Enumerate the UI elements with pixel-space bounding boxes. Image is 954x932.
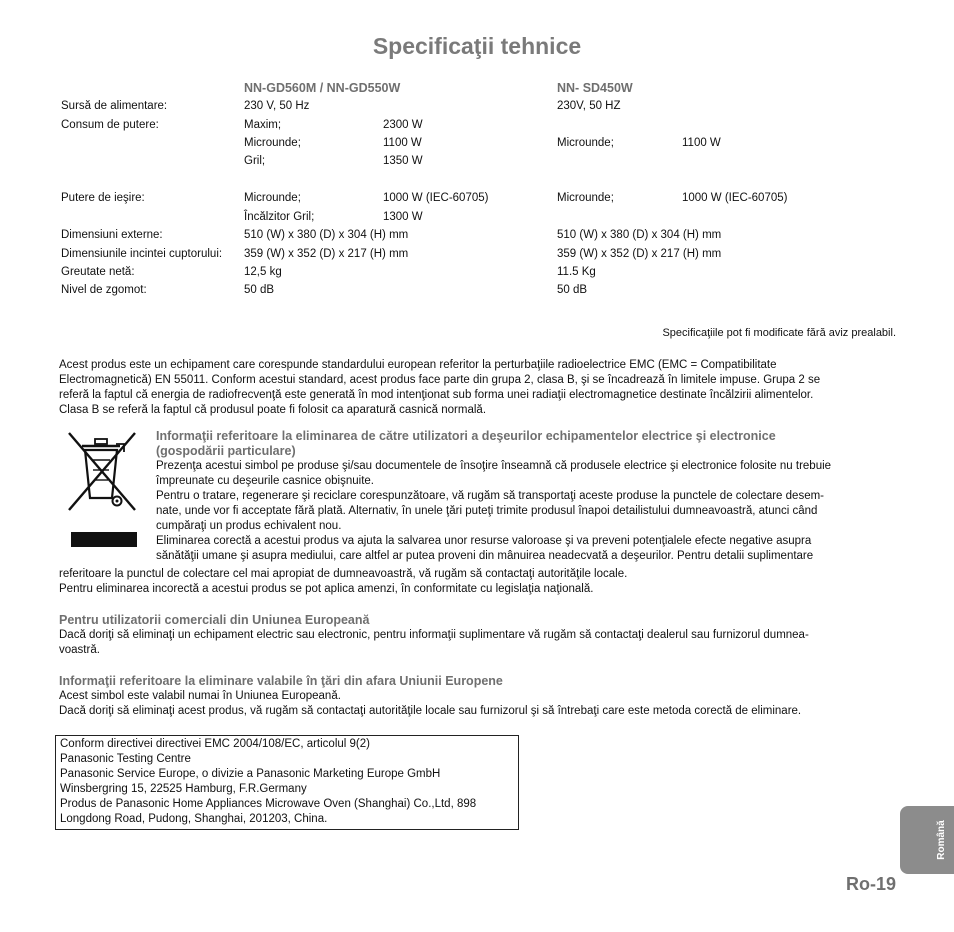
spec-value-b2: 1100 W [682,137,721,149]
spec-value-a: 230 V, 50 Hz [244,100,310,112]
language-tab-label: Română [935,820,947,860]
compliance-box [55,735,519,830]
compliance-line: Produs de Panasonic Home Appliances Microwave Oven (Shanghai) Co.,Ltd, 898 [60,798,477,810]
spec-value-a2: 1000 W (IEC-60705) [383,192,489,204]
weee-line: Prezenţa acestui simbol pe produse şi/sau documentele de însoţire înseamnă că produsele electrice şi electronice folosite nu trebuie [156,460,832,472]
emc-line: Acest produs este un echipament care corespunde standardului european referitor la perturbaţiile radioelectrice EMC (EMC = Compatibilitate [59,359,777,371]
spec-value-a: 50 dB [244,284,275,296]
spec-value-a: 510 (W) x 380 (D) x 304 (H) mm [244,229,409,241]
page-number: Ro-19 [845,874,896,894]
spec-value-b: 50 dB [557,284,588,296]
weee-line: sănătăţii umane şi asupra mediului, care altfel ar putea proveni din mânuirea neadecvată a deşeurilor. Pentru detalii suplimentare [156,550,814,562]
model-header-b: NN- SD450W [557,81,633,95]
spec-label: Sursă de alimentare: [61,100,168,112]
business-heading: Pentru utilizatorii comerciali din Uniunea Europeană [59,613,370,627]
outside-eu-section [59,674,897,719]
weee-heading-line: Informaţii referitoare la eliminarea de către utilizatori a deşeurilor echipamentelor electrice şi electronice [156,429,776,443]
emc-line: Clasa B se referă la faptul că produsul poate fi folosit ca aparatură casnică normală. [59,404,487,416]
business-line: voastră. [59,644,100,656]
page-title: Specificaţii tehnice [372,33,582,59]
spec-label: Consum de putere: [61,119,159,131]
weee-line: Pentru o tratare, regenerare şi reciclare corespunzătoare, vă rugăm să transportaţi aceste produse la punctele de colectare desem- [156,490,824,502]
spec-label: Dimensiunile incintei cuptorului: [61,248,223,260]
weee-line: referitoare la punctul de colectare cel mai apropiat de dumneavoastră, vă rugăm să contactaţi autorităţile locale. [59,568,628,580]
weee-section [156,429,896,564]
weee-line: cumpăraţi un produs echivalent nou. [156,520,342,532]
spec-value-a: Microunde; [244,137,301,149]
weee-line: Eliminarea corectă a acestui produs va ajuta la salvarea unor resurse valoroase şi va preveni potenţialele efecte negative asupra [156,535,812,547]
spec-label: Dimensiuni externe: [61,229,163,241]
compliance-line: Panasonic Service Europe, o divizie a Panasonic Marketing Europe GmbH [60,768,441,780]
weee-continued [59,567,897,597]
emc-paragraph [59,358,897,418]
spec-value-b: 11.5 Kg [557,266,596,278]
spec-value-b: 359 (W) x 352 (D) x 217 (H) mm [557,248,722,260]
spec-value-a: Microunde; [244,192,301,204]
spec-value-a: Gril; [244,155,266,167]
spec-value-b: Microunde; [557,137,614,149]
spec-value-b: Microunde; [557,192,614,204]
compliance-line: Longdong Road, Pudong, Shanghai, 201203, China. [60,813,328,825]
weee-line: Pentru eliminarea incorectă a acestui produs se pot aplica amenzi, în conformitate cu legislaţia naţională. [59,583,594,595]
compliance-line: Conform directivei directivei EMC 2004/108/EC, articolul 9(2) [60,738,370,750]
compliance-line: Winsbergring 15, 22525 Hamburg, F.R.Germany [60,783,307,795]
spec-value-a: Maxim; [244,119,282,131]
spec-note: Specificaţiile pot fi modificate fără aviz prealabil. [662,327,896,339]
crossed-out-wheelie-bin-icon [66,430,138,548]
weee-line: nate, unde vor fi acceptate fără plată. Alternativ, în unele ţări puteţi trimite produsul înapoi detailistului dumneavoastră, atunci când [156,505,818,517]
spec-value-b: 510 (W) x 380 (D) x 304 (H) mm [557,229,722,241]
spec-value-a: 359 (W) x 352 (D) x 217 (H) mm [244,248,409,260]
weee-heading-line: (gospodării particulare) [156,444,296,458]
spec-value-b2: 1000 W (IEC-60705) [682,192,788,204]
compliance-line: Panasonic Testing Centre [60,753,191,765]
emc-line: referă la faptul că energia de radiofrecvenţă este generată în mod intenţionat sub forma unei radiaţii electromagnetice destinate încălzirii alimentelor. [59,389,814,401]
spec-value-a2: 2300 W [383,119,423,131]
emc-line: Electromagnetică) EN 55011. Conform acestui standard, acest produs face parte din grupa 2, clasa B, şi se încadrează în limitele impuse. Grupa 2 se [59,374,821,386]
outside-eu-line: Dacă doriţi să eliminaţi acest produs, vă rugăm să contactaţi autorităţile locale sau furnizorul şi să întrebaţi care este metoda corectă de eliminare. [59,705,802,717]
spec-label: Putere de ieşire: [61,192,145,204]
spec-value-b: 230V, 50 HZ [557,100,621,112]
weee-line: împreunate cu deşeurile casnice obişnuite. [156,475,374,487]
language-tab [900,806,954,874]
outside-eu-line: Acest simbol este valabil numai în Uniunea Europeană. [59,690,341,702]
spec-value-a: 12,5 kg [244,266,282,278]
business-section [59,613,897,658]
spec-value-a2: 1350 W [383,155,423,167]
model-header-a: NN-GD560M / NN-GD550W [244,81,401,95]
outside-eu-heading: Informaţii referitoare la eliminare valabile în ţări din afara Uniunii Europene [59,674,503,688]
spec-label: Greutate netă: [61,266,135,278]
business-line: Dacă doriţi să eliminaţi un echipament electric sau electronic, pentru informaţii suplimentare vă rugăm să contactaţi dealerul sau furnizorul dumnea- [59,629,809,641]
spec-label: Nivel de zgomot: [61,284,147,296]
spec-value-a2: 1100 W [383,137,422,149]
spec-value-a2: 1300 W [383,211,423,223]
spec-value-a: Încălzitor Gril; [244,211,315,223]
